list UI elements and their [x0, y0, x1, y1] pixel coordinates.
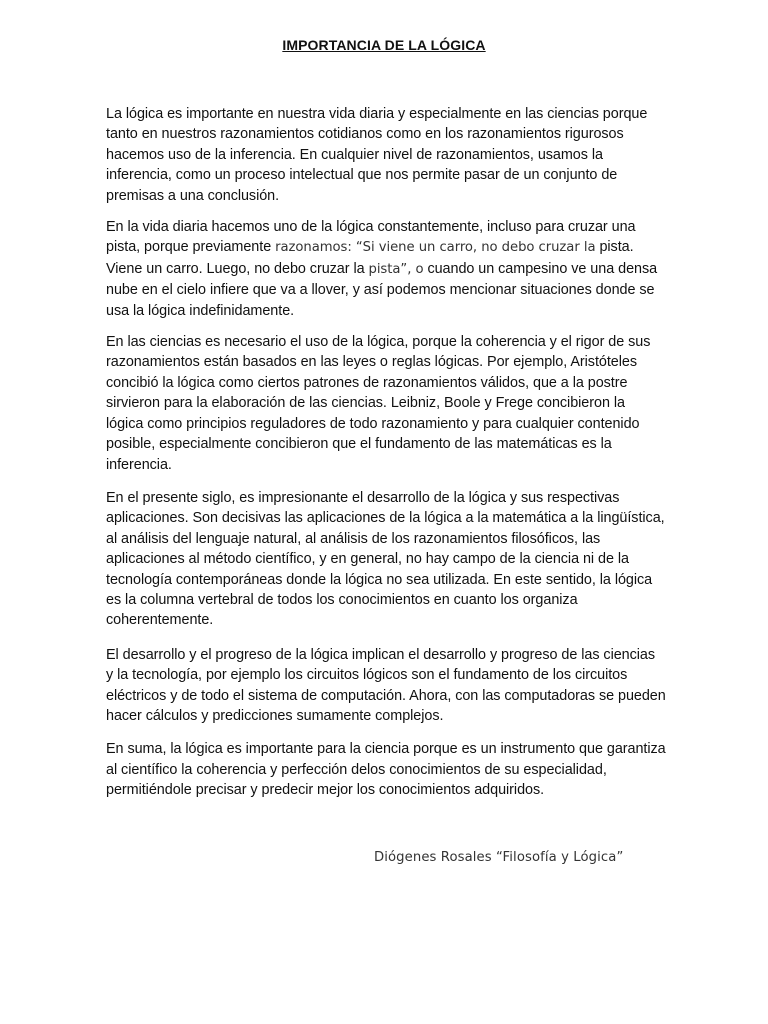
document-signature: Diógenes Rosales “Filosofía y Lógica”: [374, 850, 624, 865]
paragraph-6: En suma, la lógica es importante para la ciencia porque es un instrumento que garantiza al científico la coherencia y perfección delos conocimientos de su especialidad, permitiéndole precisar y predecir mejor los conocimientos adquiridos.: [106, 741, 666, 799]
paragraph-2-quote-b: pista”, o: [368, 261, 424, 277]
paragraph-2: [106, 217, 666, 321]
paragraph-5: El desarrollo y el progreso de la lógica implican el desarrollo y progreso de las ciencias y la tecnología, por ejemplo los circuitos lógicos son el fundamento de los circuitos eléctricos y de todo el sistema de computación. Ahora, con las computadoras se pueden hacer cálculos y predicciones sumamente complejos.: [106, 646, 666, 724]
document-body: [106, 104, 666, 814]
paragraph-2-text-b: pista. Viene un carro. Luego, no debo cruzar la: [106, 239, 634, 277]
paragraph-1: La lógica es importante en nuestra vida diaria y especialmente en las ciencias porque tanto en nuestros razonamientos cotidianos como en los razonamientos rigurosos hacemos uso de la inferencia. En cualquier nivel de razonamientos, usamos la inferencia, como un proceso intelectual que nos permite pasar de un conjunto de premisas a una conclusión.: [106, 106, 648, 204]
paragraph-2-quote-a: razonamos: “Si viene un carro, no debo cruzar la: [275, 240, 596, 256]
document-title: IMPORTANCIA DE LA LÓGICA: [282, 37, 486, 53]
paragraph-2-text-c: cuando un campesino ve una densa nube en el cielo infiere que va a llover, y así podemos mencionar situaciones donde se usa la lógica indefinidamente.: [106, 260, 658, 319]
paragraph-3: En las ciencias es necesario el uso de la lógica, porque la coherencia y el rigor de sus razonamientos están basados en las leyes o reglas lógicas. Por ejemplo, Aristóteles concibió la lógica como ciertos patrones de razonamientos válidos, que a la postre sirvieron para la elaboración de las ciencias. Leibniz, Boole y Frege concibieron la lógica como principios reguladores de todo razonamiento y para cualquier contenido posible, especialmente concibieron que el fundamento de las matemáticas es la inferencia.: [106, 334, 651, 473]
paragraph-4: En el presente siglo, es impresionante el desarrollo de la lógica y sus respectivas aplicaciones. Son decisivas las aplicaciones de la lógica a la matemática a la lingüística, al análisis del lenguaje natural, al análisis de los razonamientos filosóficos, las aplicaciones al método científico, y en general, no hay campo de la ciencia ni de la tecnología contemporáneas donde la lógica no sea utilizada. En este sentido, la lógica es la columna vertebral de todos los conocimientos en cuanto los organiza coherentemente.: [106, 489, 665, 629]
paragraph-2-text-a: En la vida diaria hacemos uno de la lógica constantemente, incluso para cruzar una pista, porque previamente: [106, 219, 636, 256]
